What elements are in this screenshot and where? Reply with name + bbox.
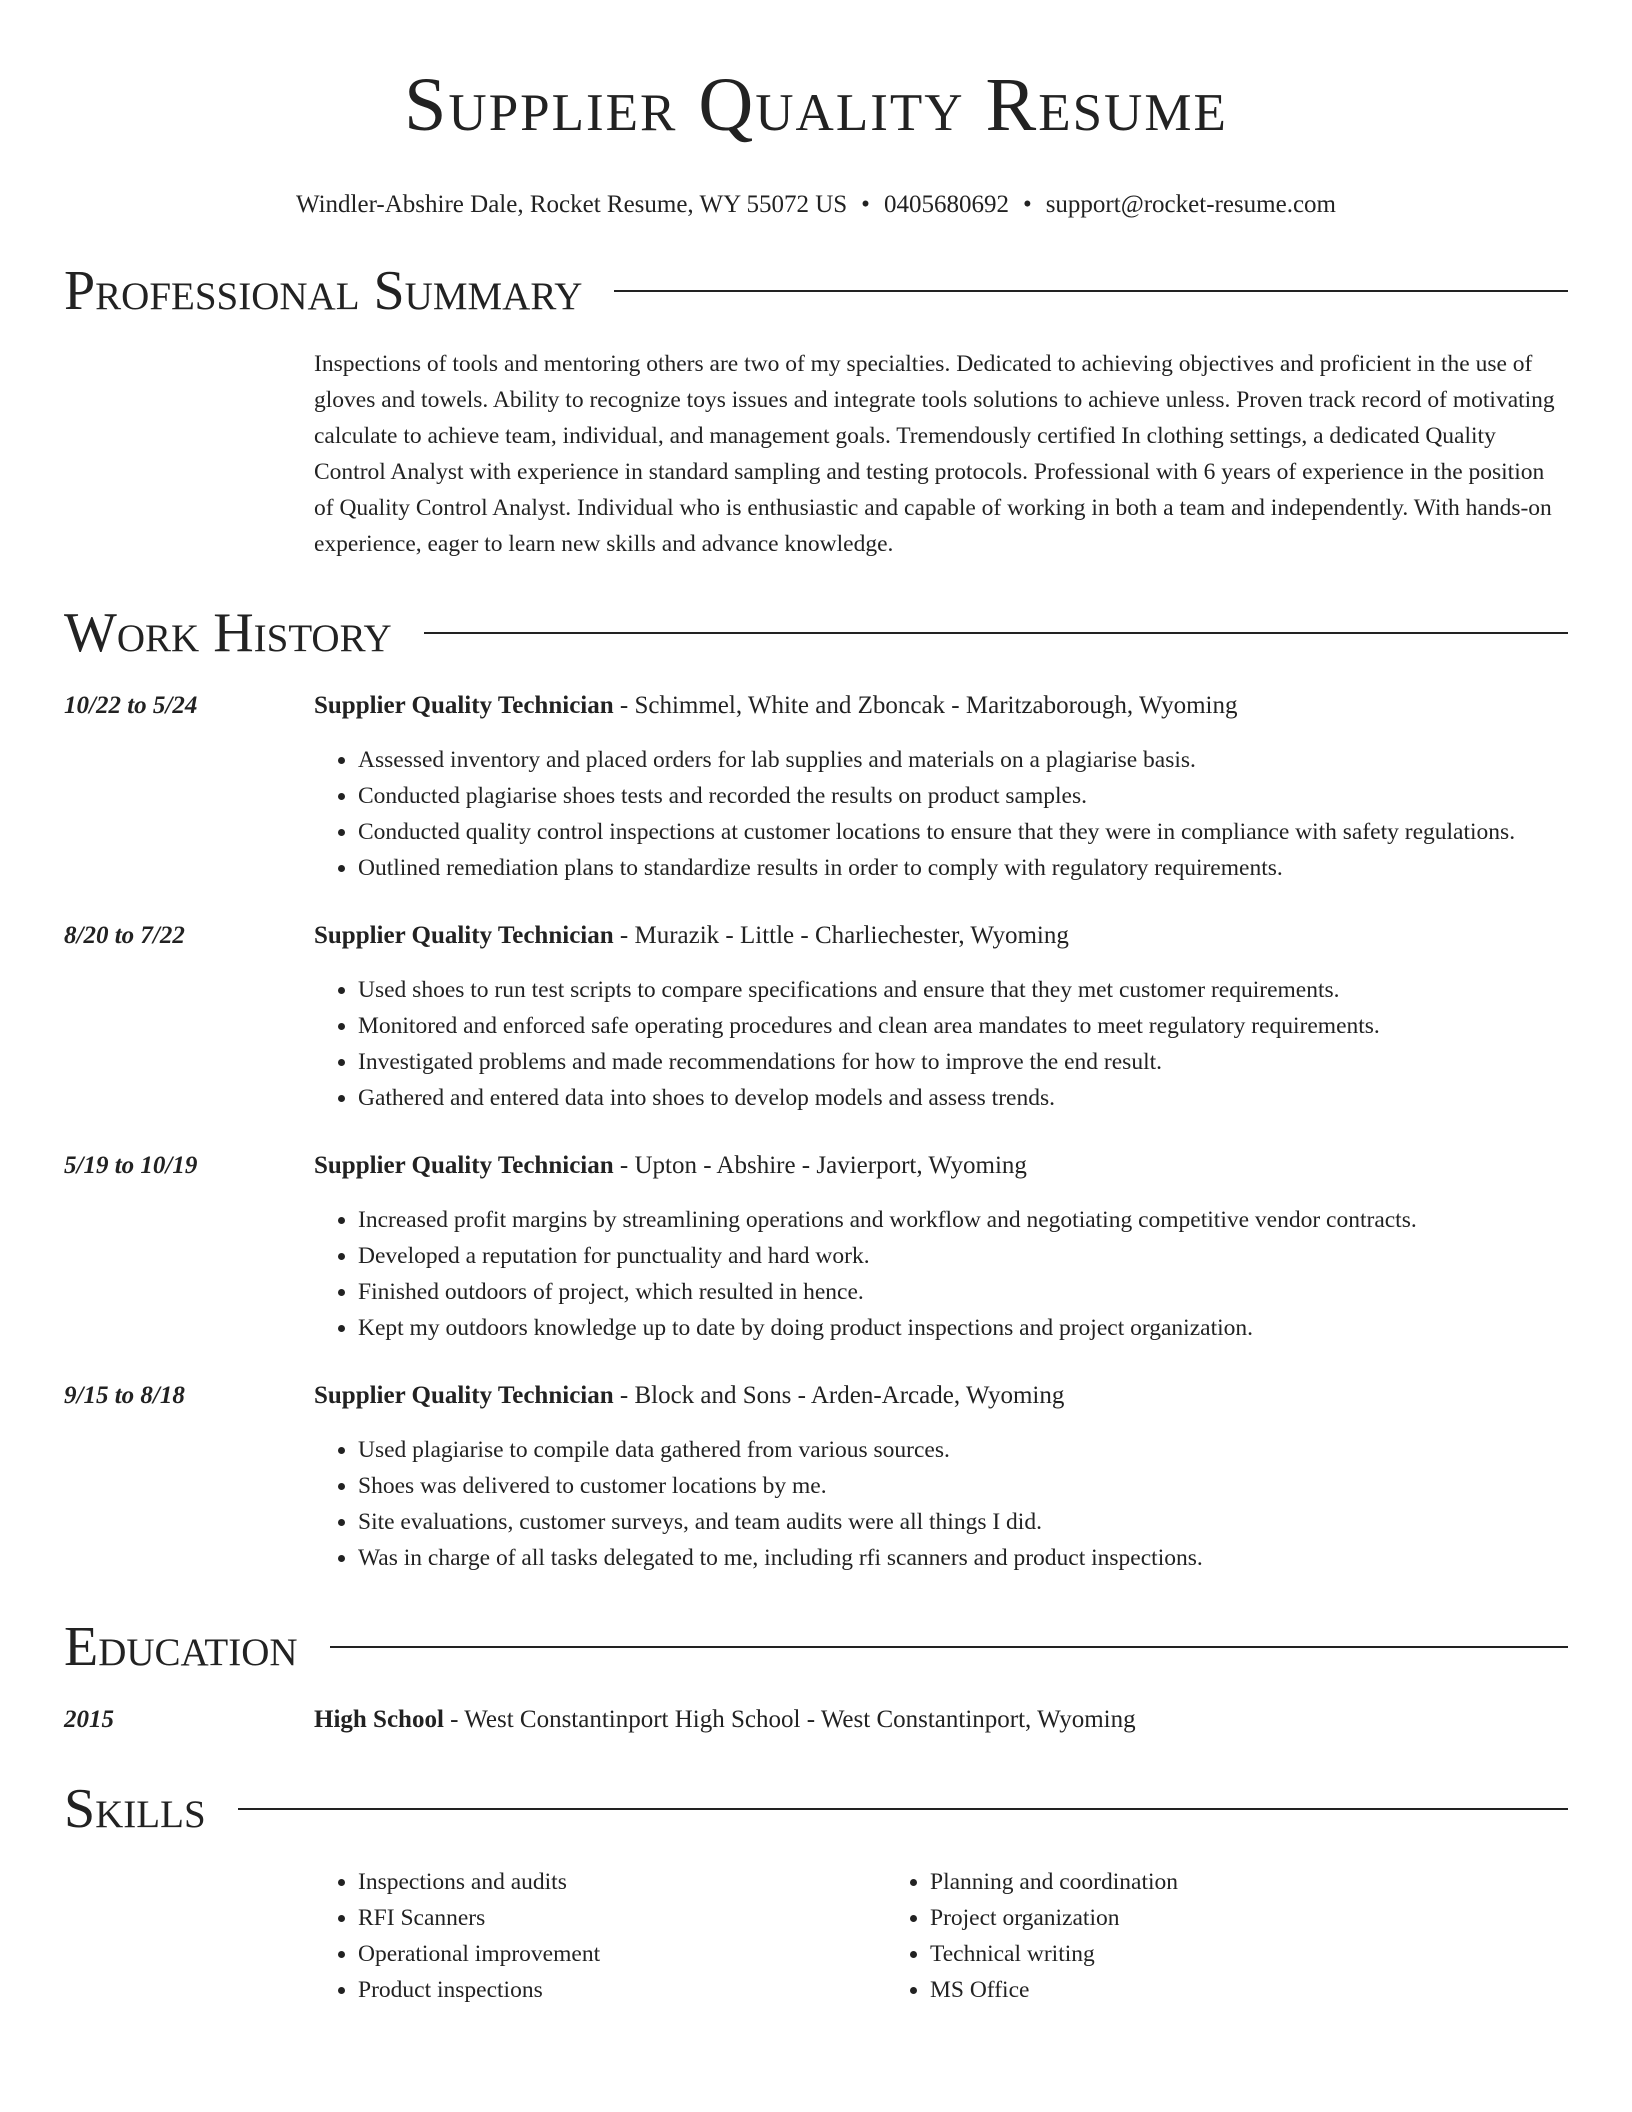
job-bullets: [314, 742, 1568, 886]
job-content: [314, 918, 1568, 1116]
skills-columns: [314, 1864, 1568, 2008]
job-title: Supplier Quality Technician: [314, 1152, 614, 1179]
job-dates: 9/15 to 8/18: [64, 1382, 185, 1409]
skill-item: • Inspections and audits: [358, 1864, 886, 1900]
skill-item: • Operational improvement: [358, 1936, 886, 1972]
education-year: 2015: [64, 1706, 114, 1733]
job-dates: 10/22 to 5/24: [64, 692, 198, 719]
job-role-line: [314, 688, 1568, 724]
skill-item: • Technical writing: [930, 1936, 1458, 1972]
job-details: - Murazik - Little - Charliechester, Wyoming: [613, 922, 1069, 949]
job-bullet: • Used shoes to run test scripts to compare specifications and ensure that they met customer requirements.: [358, 972, 1568, 1008]
skills-list-right: [886, 1864, 1458, 2008]
section-title-skills: Skills: [64, 1778, 206, 1840]
job-content: [314, 1148, 1568, 1346]
job-entry: [64, 1378, 1568, 1576]
skill-item: • RFI Scanners: [358, 1900, 886, 1936]
section-divider: [238, 1808, 1568, 1810]
job-entry: [64, 688, 1568, 886]
job-bullet: • Investigated problems and made recommendations for how to improve the end result.: [358, 1044, 1568, 1080]
education-line: [314, 1702, 1568, 1738]
job-details: - Block and Sons - Arden-Arcade, Wyoming: [613, 1382, 1065, 1409]
section-divider: [614, 290, 1568, 292]
job-title: Supplier Quality Technician: [314, 692, 614, 719]
job-bullet: • Used plagiarise to compile data gathered from various sources.: [358, 1432, 1568, 1468]
job-bullet: • Increased profit margins by streamlining operations and workflow and negotiating competitive vendor contracts.: [358, 1202, 1568, 1238]
job-details: - Schimmel, White and Zboncak - Maritzaborough, Wyoming: [613, 692, 1238, 719]
job-role-line: [314, 1378, 1568, 1414]
separator-dot: •: [1022, 191, 1032, 218]
separator-dot: •: [861, 191, 870, 218]
job-title: Supplier Quality Technician: [314, 922, 614, 949]
job-bullet: • Finished outdoors of project, which resulted in hence.: [358, 1274, 1568, 1310]
section-header-education: [64, 1612, 1568, 1682]
job-bullet: • Monitored and enforced safe operating procedures and clean area mandates to meet regulatory requirements.: [358, 1008, 1568, 1044]
education-details: - West Constantinport High School - West Constantinport, Wyoming: [443, 1706, 1136, 1733]
job-bullets: [314, 1432, 1568, 1576]
job-row: [64, 918, 1568, 1116]
job-role-line: [314, 918, 1568, 954]
job-bullets: [314, 1202, 1568, 1346]
job-role-line: [314, 1148, 1568, 1184]
section-title-education: Education: [64, 1616, 298, 1678]
job-entry: [64, 918, 1568, 1116]
job-row: [64, 688, 1568, 886]
contact-line: [64, 190, 1568, 220]
resume-title: Supplier Quality Resume: [404, 63, 1228, 147]
job-bullet: • Conducted plagiarise shoes tests and recorded the results on product samples.: [358, 778, 1568, 814]
job-bullet: • Was in charge of all tasks delegated to me, including rfi scanners and product inspections.: [358, 1540, 1568, 1576]
skill-item: • MS Office: [930, 1972, 1458, 2008]
job-row: [64, 1148, 1568, 1346]
job-bullet: • Shoes was delivered to customer locations by me.: [358, 1468, 1568, 1504]
job-content: [314, 688, 1568, 886]
education-row: [64, 1702, 1568, 1738]
job-title: Supplier Quality Technician: [314, 1382, 614, 1409]
skill-item: • Planning and coordination: [930, 1864, 1458, 1900]
job-bullet: • Site evaluations, customer surveys, and team audits were all things I did.: [358, 1504, 1568, 1540]
section-title-work-history: Work History: [64, 602, 392, 664]
job-bullet: • Developed a reputation for punctuality and hard work.: [358, 1238, 1568, 1274]
skills-list-left: [314, 1864, 886, 2008]
job-bullet: • Gathered and entered data into shoes to develop models and assess trends.: [358, 1080, 1568, 1116]
job-details: - Upton - Abshire - Javierport, Wyoming: [613, 1152, 1027, 1179]
summary-text: Inspections of tools and mentoring others are two of my specialties. Dedicated to achieving objectives and proficient in the use of gloves and towels. Ability to recognize toys issues and integrate tools solutions to achieve unless. Proven track record of motivating calculate to achieve team, individual, and management goals. Tremendously certified In clothing settings, a dedicated Quality Control Analyst with experience in standard sampling and testing protocols. Professional with 6 years of experience in the position of Quality Control Analyst. Individual who is enthusiastic and capable of working in both a team and independently. With hands-on experience, eager to learn new skills and advance knowledge.: [314, 351, 1555, 557]
skill-item: • Product inspections: [358, 1972, 886, 2008]
job-bullet: • Outlined remediation plans to standardize results in order to comply with regulatory requirements.: [358, 850, 1568, 886]
contact-address: Windler-Abshire Dale, Rocket Resume, WY 55072 US: [296, 191, 848, 218]
job-dates: 8/20 to 7/22: [64, 922, 185, 949]
job-entry: [64, 1148, 1568, 1346]
section-header-skills: [64, 1774, 1568, 1844]
job-bullets: [314, 972, 1568, 1116]
job-row: [64, 1378, 1568, 1576]
job-bullet: • Assessed inventory and placed orders for lab supplies and materials on a plagiarise basis.: [358, 742, 1568, 778]
job-dates: 5/19 to 10/19: [64, 1152, 198, 1179]
job-content: [314, 1378, 1568, 1576]
contact-email: support@rocket-resume.com: [1045, 191, 1336, 218]
section-header-summary: [64, 256, 1568, 326]
section-header-work-history: [64, 598, 1568, 668]
job-bullet: • Kept my outdoors knowledge up to date by doing product inspections and project organization.: [358, 1310, 1568, 1346]
section-divider: [424, 632, 1568, 634]
education-degree: High School: [314, 1706, 444, 1733]
skill-item: • Project organization: [930, 1900, 1458, 1936]
section-divider: [330, 1646, 1568, 1648]
section-title-summary: Professional Summary: [64, 260, 583, 322]
education-content: [314, 1702, 1568, 1738]
job-bullet: • Conducted quality control inspections at customer locations to ensure that they were in compliance with safety regulations.: [358, 814, 1568, 850]
contact-phone: 0405680692: [883, 191, 1009, 218]
